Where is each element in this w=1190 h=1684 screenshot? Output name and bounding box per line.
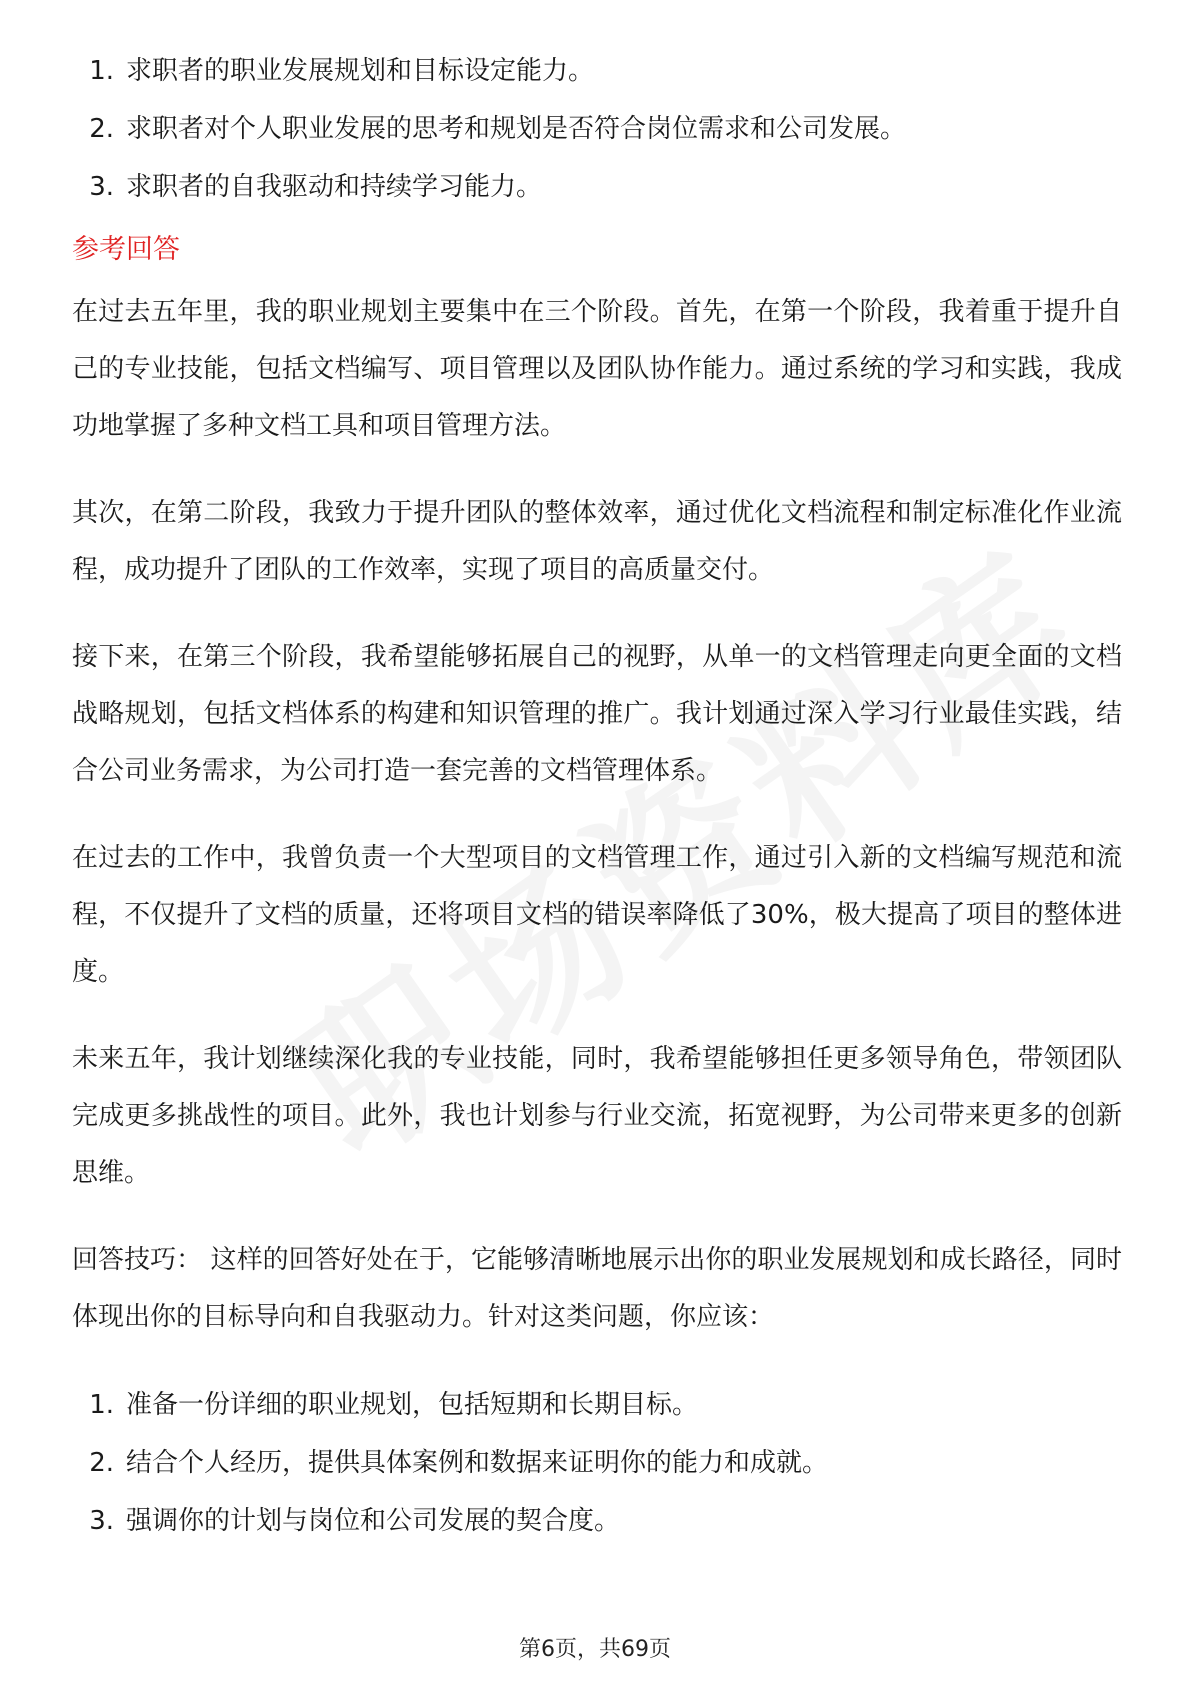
paragraph-phase-two: 其次，在第二阶段，我致力于提升团队的整体效率，通过优化文档流程和制定标准化作业流程，成功提升了团队的工作效率，实现了项目的高质量交付。 xyxy=(72,498,1122,585)
list-item-number: 1. xyxy=(89,56,114,86)
list-item xyxy=(72,158,1122,216)
list-item-number: 1. xyxy=(89,1390,114,1420)
page-content xyxy=(72,42,1122,1550)
list-item-text: 求职者对个人职业发展的思考和规划是否符合岗位需求和公司发展。 xyxy=(126,114,907,144)
list-item xyxy=(72,1376,1122,1434)
list-item-text: 结合个人经历，提供具体案例和数据来证明你的能力和成就。 xyxy=(126,1448,829,1478)
paragraph-phase-three: 接下来，在第三个阶段，我希望能够拓展自己的视野，从单一的文档管理走向更全面的文档战略规划，包括文档体系的构建和知识管理的推广。我计划通过深入学习行业最佳实践，结合公司业务需求，为公司打造一套完善的文档管理体系。 xyxy=(72,642,1122,786)
list-item-number: 3. xyxy=(89,172,114,202)
list-item xyxy=(72,1434,1122,1492)
list-item-text: 准备一份详细的职业规划，包括短期和长期目标。 xyxy=(126,1390,699,1420)
list-item-number: 2. xyxy=(89,1448,114,1478)
page-number-footer: 第6页，共69页 xyxy=(519,1637,671,1662)
list-item xyxy=(72,42,1122,100)
list-item-text: 求职者的职业发展规划和目标设定能力。 xyxy=(126,56,595,86)
section-heading-reference-answer: 参考回答 xyxy=(72,234,180,265)
list-item-number: 3. xyxy=(89,1506,114,1536)
paragraph-phase-one: 在过去五年里，我的职业规划主要集中在三个阶段。首先，在第一个阶段，我着重于提升自己的专业技能，包括文档编写、项目管理以及团队协作能力。通过系统的学习和实践，我成功地掌握了多种文档工具和项目管理方法。 xyxy=(72,297,1122,441)
paragraph-future-plan: 未来五年，我计划继续深化我的专业技能，同时，我希望能够担任更多领导角色，带领团队完成更多挑战性的项目。此外，我也计划参与行业交流，拓宽视野，为公司带来更多的创新思维。 xyxy=(72,1044,1122,1188)
list-item-text: 求职者的自我驱动和持续学习能力。 xyxy=(126,172,543,202)
bottom-numbered-list xyxy=(72,1376,1122,1550)
paragraph-answer-tips: 回答技巧： 这样的回答好处在于，它能够清晰地展示出你的职业发展规划和成长路径，同时体现出你的目标导向和自我驱动力。针对这类问题，你应该： xyxy=(72,1245,1122,1332)
list-item xyxy=(72,100,1122,158)
list-item-number: 2. xyxy=(89,114,114,144)
paragraph-past-work: 在过去的工作中，我曾负责一个大型项目的文档管理工作，通过引入新的文档编写规范和流程，不仅提升了文档的质量，还将项目文档的错误率降低了30%，极大提高了项目的整体进度。 xyxy=(72,843,1122,987)
list-item-text: 强调你的计划与岗位和公司发展的契合度。 xyxy=(126,1506,621,1536)
list-item xyxy=(72,1492,1122,1550)
top-numbered-list xyxy=(72,42,1122,216)
